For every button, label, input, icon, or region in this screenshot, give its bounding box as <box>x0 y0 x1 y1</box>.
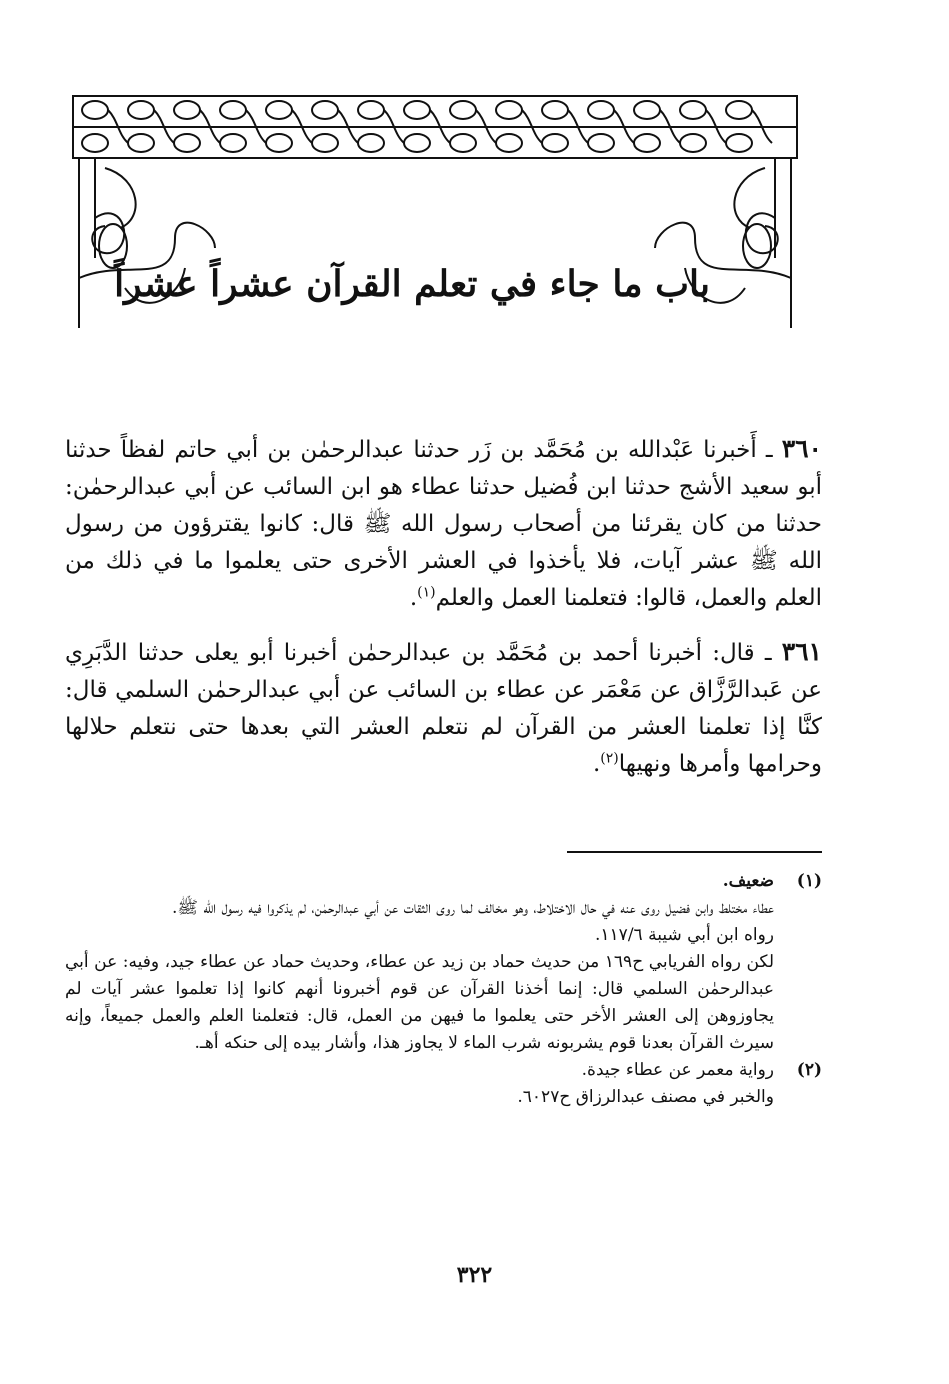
main-text <box>65 430 822 799</box>
footnote-line: والخبر في مصنف عبدالرزاق ح٦٠٢٧. <box>517 1087 774 1107</box>
footnote-line: رواه ابن أبي شيبة ١١٧/٦. <box>595 925 774 945</box>
knot-loop <box>174 134 200 152</box>
knot-loop <box>450 101 476 119</box>
footnote-heading: ضعيف. <box>722 871 774 891</box>
knot-loop <box>312 134 338 152</box>
footnote-line: عطاء مختلط وابن فضيل روى عنه في حال الاختلاط، وهو مخالف لما روى الثقات عن أبي عبدالرحمٰن، لم يذكروا فيه رسول الله ﷺ. <box>172 898 774 918</box>
footnote-marker: (١) <box>796 871 822 891</box>
footnote-separator <box>567 851 822 853</box>
knot-loop <box>542 101 568 119</box>
knot-loop <box>82 101 108 119</box>
knot-loop <box>128 134 154 152</box>
knot-loop <box>266 101 292 119</box>
hadith-text: أَخبرنا عَبْدالله بن مُحَمَّد بن زَر حدثنا عبدالرحمٰن بن أبي حاتم لفظاً حدثنا أبو سعيد الأشج حدثنا ابن فُضيل حدثنا عطاء هو ابن السائب عن أبي عبدالرحمٰن: حدثنا من كان يقرئنا من أصحاب رسول الله ﷺ قال: كانوا يقترؤون من رسول الله ﷺ عشر آيات، فلا يأخذوا في العشر الأخرى حتى يعلموا ما في ذلك من العلم والعمل، قالوا: فتعلمنا العمل والعلم <box>65 437 822 611</box>
knot-loop <box>358 134 384 152</box>
knot-loop <box>358 101 384 119</box>
knot-loop <box>496 101 522 119</box>
knot-loop <box>312 101 338 119</box>
knot-loop <box>588 134 614 152</box>
knot-loop <box>726 101 752 119</box>
knot-loop <box>726 134 752 152</box>
chapter-title: باب ما جاء في تعلم القرآن عشراً عشراً <box>114 263 710 305</box>
hadith-paragraph: ٣٦١ ـ قال: أخبرنا أحمد بن مُحَمَّد بن عبدالرحمٰن أخبرنا أبو يعلى حدثنا الدَّبَرِي عن عَبدالرَّزَّاق عن مَعْمَر عن عطاء بن السائب عن أبي عبدالرحمٰن السلمي قال: كنَّا إذا تعلمنا العشر من القرآن لم نتعلم العشر التي بعدها حتى نتعلم حلالها وحرامها وأمرها ونهيها$^{(٢)}$. <box>65 637 822 777</box>
knot-loop <box>634 134 660 152</box>
knot-loop <box>266 134 292 152</box>
knot-loop <box>450 134 476 152</box>
hadith-text: قال: أخبرنا أحمد بن مُحَمَّد بن عبدالرحمٰن أخبرنا أبو يعلى حدثنا الدَّبَرِي عن عَبدالرَّزَّاق عن مَعْمَر عن عطاء بن السائب عن أبي عبدالرحمٰن السلمي قال: كنَّا إذا تعلمنا العشر من القرآن لم نتعلم العشر التي بعدها حتى نتعلم حلالها وحرامها وأمرها ونهيها <box>65 640 822 777</box>
knot-loop <box>588 101 614 119</box>
knot-loop <box>680 101 706 119</box>
knot-loop <box>128 101 154 119</box>
hadith-paragraph: ٣٦٠ ـ أَخبرنا عَبْدالله بن مُحَمَّد بن زَر حدثنا عبدالرحمٰن بن أبي حاتم لفظاً حدثنا أبو سعيد الأشج حدثنا ابن فُضيل حدثنا عطاء هو ابن السائب عن أبي عبدالرحمٰن: حدثنا من كان يقرئنا من أصحاب رسول الله ﷺ قال: كانوا يقترؤون من رسول الله ﷺ عشر آيات، فلا يأخذوا في العشر الأخرى حتى يعلموا ما في ذلك من العلم والعمل، قالوا: فتعلمنا العمل والعلم$^{(١)}$. <box>65 434 822 611</box>
knot-loop <box>680 134 706 152</box>
page-number: ٣٢٢ <box>456 1262 493 1288</box>
footnote <box>65 868 822 1057</box>
footnote-reference: (١) <box>417 584 436 601</box>
footnote-continuation: لكن رواه الفريابي ح١٦٩ من حديث حماد بن زيد عن عطاء، وحديث حماد عن عطاء جيد، وفيه: عن أبي عبدالرحمٰن السلمي قال: إنما أخذنا القرآن عن قوم أخبرونا أنهم كانوا إذا تعلموا عشر آيات لم يجاوزوهن إلى العشر الأخر حتى يعلموا ما فيهن من العمل، قال: فتعلمنا العلم والعمل جميعاً، وإنه سيرث القرآن بعدنا قوم يشربونه شرب الماء لا يجاوز هذا، وأشار بيده إلى حنكه أهـ. <box>65 952 775 1053</box>
hadith-number: ٣٦١ <box>781 637 822 666</box>
knot-loop <box>404 101 430 119</box>
footnotes <box>65 868 822 1111</box>
footnote-heading: رواية معمر عن عطاء جيدة. <box>581 1060 774 1080</box>
knot-loop <box>220 134 246 152</box>
footnote-reference: (٢) <box>600 750 619 767</box>
knot-loop <box>542 134 568 152</box>
knot-loop <box>220 101 246 119</box>
knot-loop <box>174 101 200 119</box>
hadith-number: ٣٦٠ <box>781 434 822 463</box>
footnote <box>65 1057 822 1111</box>
footnote-marker: (٢) <box>796 1060 822 1080</box>
knot-loop <box>82 134 108 152</box>
knot-loop <box>634 101 660 119</box>
knot-loop <box>404 134 430 152</box>
knot-loop <box>496 134 522 152</box>
